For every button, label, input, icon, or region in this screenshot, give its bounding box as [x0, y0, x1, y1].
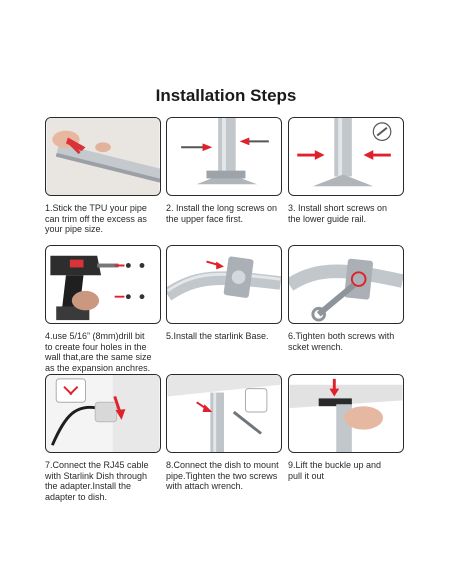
step-5-image — [166, 245, 282, 324]
step-8-caption: 8.Connect the dish to mount pipe.Tighten the two screws with attach wrench. — [166, 460, 279, 492]
step-7-illustration — [46, 375, 160, 452]
step-3-image — [288, 117, 404, 196]
step-8-illustration — [167, 375, 281, 452]
step-2-illustration — [167, 118, 281, 195]
step-2-image — [166, 117, 282, 196]
step-4-illustration — [46, 246, 160, 323]
step-6-caption: 6.Tighten both screws with scket wrench. — [288, 331, 395, 352]
step-3-caption: 3. Install short screws on the lower guide rail. — [288, 203, 388, 224]
step-4-image — [45, 245, 161, 324]
step-1-caption: 1.Stick the TPU your pipe can trim off the excess as your pipe size. — [45, 203, 147, 235]
step-1-illustration — [46, 118, 160, 195]
page-title: Installation Steps — [155, 86, 297, 105]
step-6-image — [288, 245, 404, 324]
step-5-illustration — [167, 246, 281, 323]
step-6-illustration — [289, 246, 403, 323]
step-9-image — [288, 374, 404, 453]
step-7-caption: 7.Connect the RJ45 cable with Starlink Dish through the adapter.Install the adapter to dish. — [45, 460, 149, 502]
step-9-illustration — [289, 375, 403, 452]
step-2-caption: 2. Install the long screws on the upper face first. — [166, 203, 278, 224]
step-4-caption: 4.use 5/16” (8mm)drill bit to create four holes in the wall that,are the same size as the expansion anchres. — [45, 331, 152, 373]
step-7-image — [45, 374, 161, 453]
step-8-image — [166, 374, 282, 453]
step-9-caption: 9.Lift the buckle up and pull it out — [288, 460, 382, 481]
step-1-image — [45, 117, 161, 196]
step-5-caption: 5.Install the starlink Base. — [166, 331, 269, 341]
step-3-illustration — [289, 118, 403, 195]
